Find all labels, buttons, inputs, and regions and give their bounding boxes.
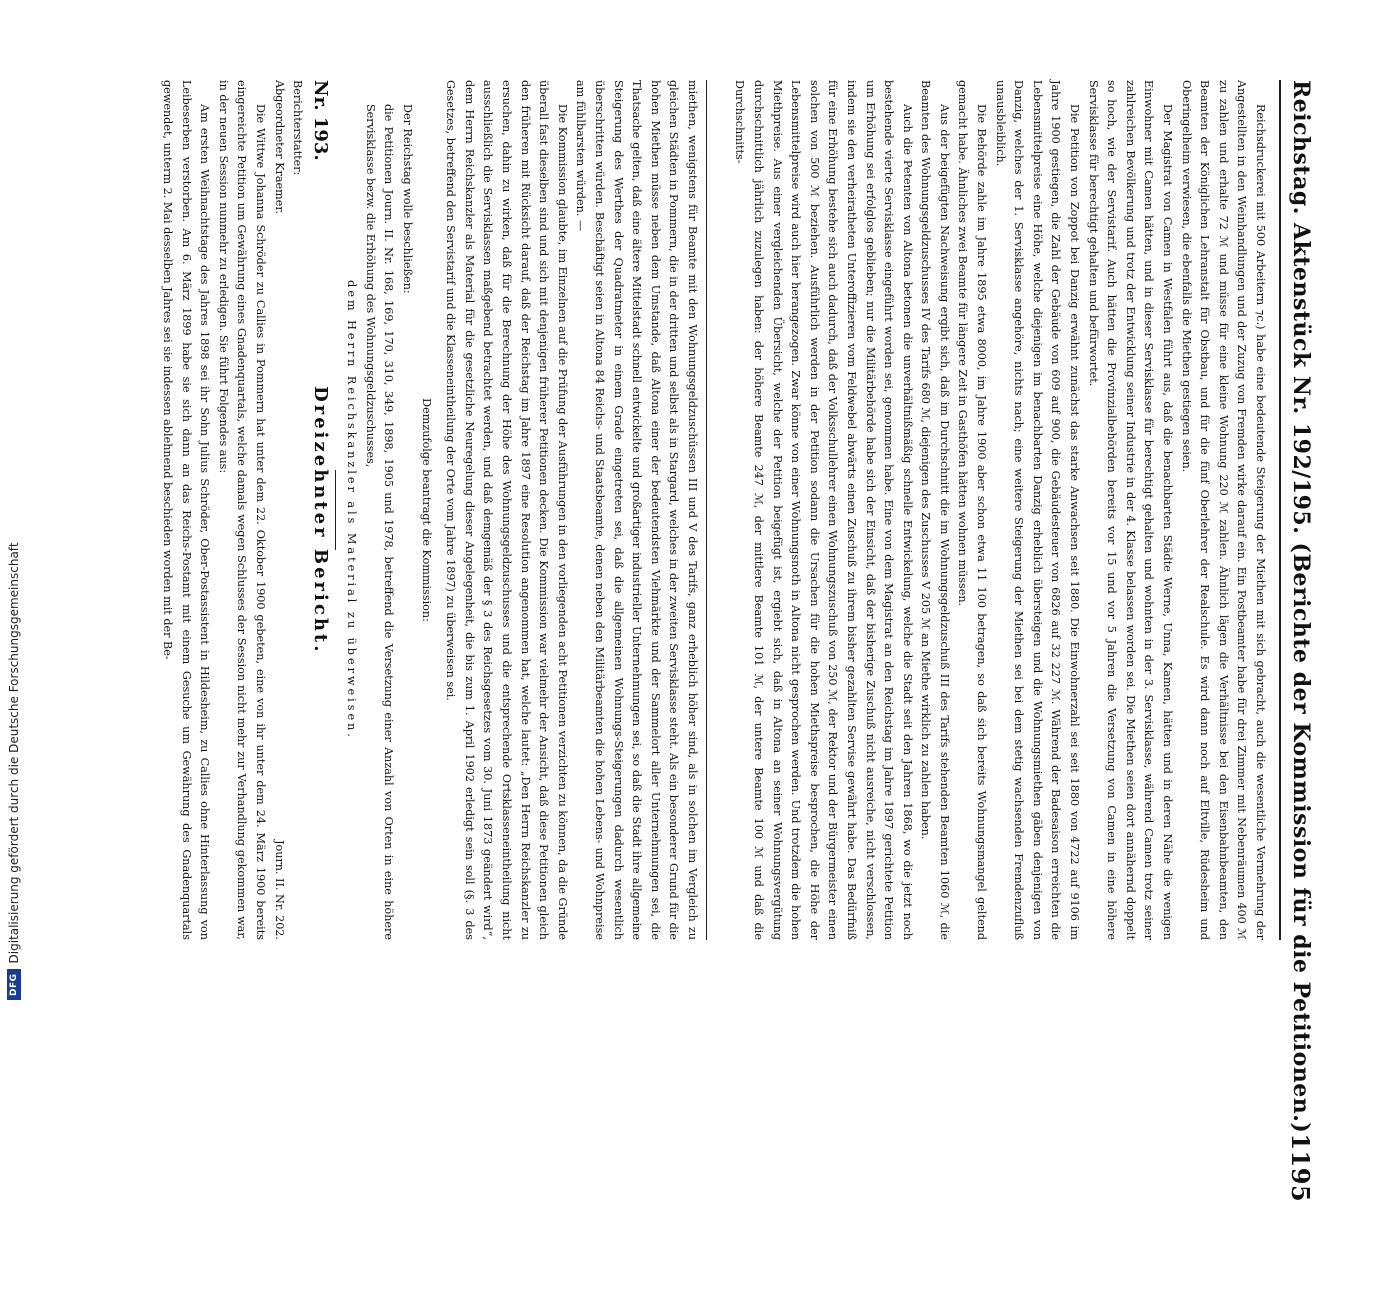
paragraph: Der Magistrat von Camen in Westfalen führt aus, daß die benachbarten Städte Werne, Unna, Kamen, hätten und in deren Nähe die wenigen Einwohner mit Camen hätten, und in dieser Servisklasse für berechtigt gehalten und wohnten in der 3. Servisklasse, während Camen trotz seiner zahlreichen Bevölkerung und trotz der Entwicklung seiner Industrie in der 4. Klasse belassen worden sei. Die Miethen seien dort annähernd doppelt so hoch, wie der Servistarif. Auch hätten die Provinzialbehörden bereits vor 15 und vor 5 Jahren die Versetzung von Camen in eine höhere Servisklasse für berechtigt gehalten und befürwortet. [1086, 80, 1175, 940]
reporter-label: Berichterstatter: [291, 80, 305, 176]
dfg-logo: DFG [7, 969, 21, 1000]
journal-ref: Journ. II. Nr. 202. [272, 840, 286, 940]
paragraph: miethen, wenigstens für Beamte mit den Wohnungsgeldzuschüssen III und V des Tarifs, ganz erheblich höher sind, als in solchen im Vergleich zu gleichen Städten in Pommern, die in der dritten und selbst als in Stargard, welches in der zweiten Servisklasse steht. Als ein besonderer Grund für die hohen Miethen müsse neben dem Umstande, daß Altona einer der bedeutendsten Viehmärkte und der Sammelort aller Unternehmungen sei, die Thatsache gelten, daß eine ältere Mittelstadt schnell entwickelte und großartiger industrieller Unternehmungen sei, so daß die Stadt ihre allgemeine Steigerung des Werthes der Quadratmeter in einem Grade eingetreten sei, daß die allgemeinen Wohnungs-Steigerungen dadurch wesentlich überschritten würden. Beschäftigt seien in Altona 84 Reichs- und Staatsbeamte, denen neben den Militärbeamten die hohen Lebens- und Wohnpreise am fühlbarsten würden. — [574, 80, 699, 940]
section-heading [310, 80, 329, 940]
section-number: Nr. 193. [309, 80, 331, 161]
paragraph: Aus der beigefügten Nachweisung ergibt sich, daß im Durchschnitt die im Wohnungsgeldzuschuß III des Tarifs stehenden Beamten 1060 ℳ, die Beamten des Wohnungsgeldzuschusses IV des Tarifs 680 ℳ, diejenigen des Zuschusses V 205 ℳ an Miethe wirklich zu zahlen haben. [919, 80, 951, 940]
motion-intro: Demzufolge beantragt die Kommission: [419, 398, 433, 622]
digitization-footer [4, 0, 24, 1000]
paragraph: Die Behörde zahle im Jahre 1895 etwa 8000, im Jahre 1900 aber schon etwa 11 100 betragen, so daß sich bereits Wohnungsmangel geltend gemacht habe. Ähnliches zwei Beamte für längere Zeit in Gasthöfen hätten wohnen müssen. [956, 80, 989, 940]
paragraph: Die Petition von Zoppot bei Danzig erwähnt zunächst das starke Anwachsen seit 1880. Die Einwohnerzahl sei seit 1880 von 4722 auf 9106 im Jahre 1900 gestiegen, die Zahl der Gebäude von 609 auf 900, die Gebäudesteuer von 6826 auf 32 227 ℳ. Während der Badesaison erreichten die Lebensmittelpreise eine Höhe, welche diejenigen im benachbarten Danzig erheblich übersteigen und die Wohnungsmiethen gäben denjenigen von Danzig, welches der 1. Servisklasse angehöre, nichts nach; eine weitere Steigerung der Miethen sei bei dem stetig wachsenden Fremdenzufluß unausbleiblich. [993, 80, 1082, 940]
paragraph: Die Wittwe Johanna Schröder zu Callies in Pommern hat unter dem 22. Oktober 1900 gebeten, eine von ihr unter dem 24. März 1900 bereits eingereichte Petition um Gewährung eines Gnadenquartals, welche damals wegen Schlusses der Session nicht mehr zur Verhandlung gekommen war, in der neuen Session nunmehr zu erledigen. Sie führt Folgendes aus: [216, 80, 267, 940]
rotated-page [96, 80, 1321, 1290]
section-title: Dreizehnter Bericht. [309, 386, 331, 655]
reporter-block [288, 80, 307, 940]
page-number: 1195 [1286, 1133, 1316, 1203]
footer-text: Digitalisierung gefördert durch die Deutsche Forschungsgemeinschaft [7, 542, 21, 964]
reporter-row [269, 80, 288, 940]
motion-close: dem Herrn Reichskanzler als Material zu überweisen. [345, 280, 359, 740]
paragraph: Reichsdruckerei mit 500 Arbeitern ⁊c.) habe eine bedeutende Steigerung der Miethen mit sich gebracht, auch die wesentliche Vermehrung der Angestellten in den Weinhandlungen und der Zuzug von Fremden wirke darauf ein. Ein Postbeamter habe für drei Zimmer mit Nebenräumen 400 ℳ zu zahlen und erhalte 72 ℳ und müsse für eine kleine Wohnung 220 ℳ zahlen. Ähnlich lägen die Verhältnisse bei den Eisenbahnbeamten, den Beamten der Königlichen Lehranstalt für Obstbau, und für die fünf Oberlehrer der Realschule. Es wird dann noch auf Eltville, Rüdesheim und Oberingelheim verwiesen, die ebenfalls die Miethen gestiegen seien. [1179, 80, 1267, 940]
header-title: Reichstag. Aktenstück Nr. 192/195. (Berichte der Kommission für die Petitionen.) [1288, 80, 1314, 1134]
separator-rule [335, 470, 336, 550]
paragraph: Auch die Petenten von Altona betonen die unverhältnißmäßig schnelle Entwickelung, welche die Stadt seit den Jahren 1868, wo die jetzt noch bestehende vierte Servisklasse eingeführt worden sei, genommen habe. Eine von dem Magistrat an den Reichstag im Jahre 1897 gerichtete Petition um Erhöhung sei erfolglos geblieben; nur die Militärbehörde habe sich der Einsicht, daß der bisherige Zuschuß nicht ausreiche, nicht verschlossen, indem sie den verheiratheten Unteroffizieren vom Feldwebel abwärts einen Zuschuß zu ihrem bisher gezahlten Servise gewährt habe. Das Bedürfniß für eine Erhöhung bestehe sich auch dadurch, daß der Volksschullehrer einen Wohnungszuschuß von 250 ℳ, der Rektor und der Bürgermeister einen solchen von 500 ℳ beziehen. Ausführlich werden in der Petition sodann die Ursachen für die hohen Miethspreise besprochen, die Höhe der Lebensmittelpreise wird auch hier herangezogen. Zwar könne von einer Wohnungsnoth in Altona nicht gesprochen werden. Und trotzdem die hohen Miethpreise. Aus einer vergleichenden Übersicht, welche der Petition beigefügt ist, ergiebt sich, daß in Altona an seiner Wohnungsvergütung durchschnittlich jährlich zuzulegen haben: der höhere Beamte 247 ℳ, der mittlere Beamte 101 ℳ, der untere Beamte 100 ℳ und daß die Durchschnitts- [733, 80, 914, 940]
reporter-name: Abgeordneter Kraemer. [272, 80, 286, 215]
column-divider [706, 80, 707, 940]
paragraph: Am ersten Weihnachtstage des Jahres 1898 sei ihr Sohn Julius Schröder, Ober-Postassistent in Hildesheim, zu Callies ohne Hinterlassung von Leibeserben verstorben. Am 6. März 1899 habe sie sich dann an das Reichs-Postamt mit einem Gesuche um Gewährung des Gnadenquartals gewendet, unterm 2. Mai desselben Jahres sei sie indessen ablehnend beschieden worden mit der Be- [160, 80, 212, 940]
text-column-b [141, 80, 701, 940]
motion-text: die Petitionen Journ. II. Nr. 168, 169, 170, 310, 349, 1898, 1905 und 1978, betreffend die Versetzung einer Anzahl von Orten in eine höhere Servisklasse bezw. die Erhöhung des Wohnungsgeldzuschusses, [363, 104, 396, 940]
text-column-a [709, 80, 1269, 940]
paragraph: Die Kommission glaubte, im Einzelnen auf die Prüfung der Ausführungen in den vorliegenden acht Petitionen verzichten zu können, da die Gründe überall fast dieselben sind und sich mit denjenigen früherer Petitionen decken. Die Kommission war vielmehr der Ansicht, daß diese Petitionen gleich den früheren mit Rücksicht darauf, daß der Reichstag im Jahre 1897 eine Resolution angenommen hat, welche lautet: „Den Herrn Reichskanzler zu ersuchen, dahin zu wirken, daß für die Berechnung der Höhe des Wohnungsgeldzuschusses und die entsprechende Ortsklasseneintheilung nicht ausschließlich die Servisklassen maßgebend betrachtet werden, und daß demgemäß der § 3 des Reichsgesetzes vom 30. Juni 1873 geändert wird“, dem Herrn Reichskanzler als Material für die gesetzliche Neuregelung dieser Angelegenheit, die bis zum 1. April 1902 erledigt sein soll (§. 3 des Gesetzes, betreffend den Servistarif und die Klasseneintheilung der Orte vom Jahre 1897) zu überweisen sei. [444, 80, 569, 940]
page-header [1279, 80, 1321, 1203]
motion-line: Der Reichstag wolle beschließen: [401, 104, 415, 294]
